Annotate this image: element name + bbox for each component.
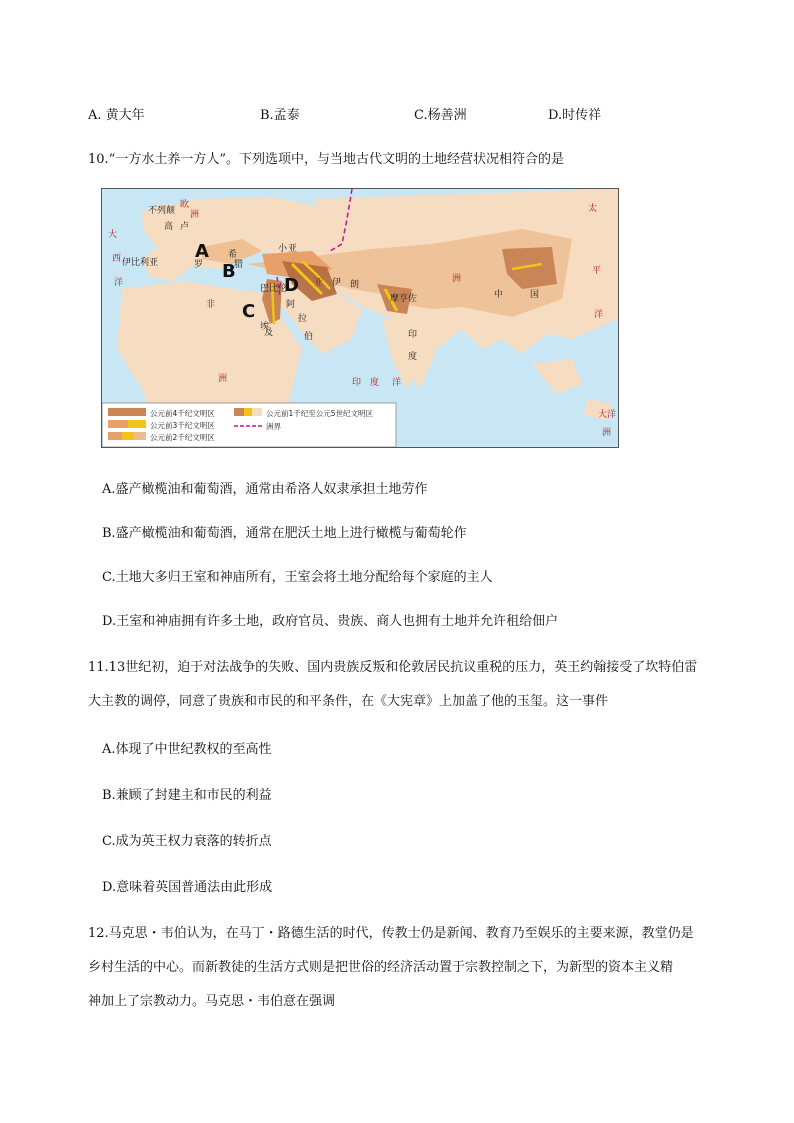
map-region-label: 埃 (260, 322, 270, 332)
option-b[interactable]: B.孟泰 (260, 108, 300, 123)
map-region-label: 印 (352, 378, 362, 388)
marker-a: A (195, 241, 209, 262)
map-region-label: 罗 (194, 260, 204, 270)
map-region-label: 太 (588, 204, 598, 214)
map-region-label: 度 (408, 352, 418, 362)
map-region-label: 非 (206, 300, 216, 310)
marker-b: B (222, 261, 236, 282)
legend-label-border: 洲界 (266, 422, 281, 431)
map-region-label: 不列颠 (148, 206, 176, 216)
map-region-label: 腊 (234, 260, 244, 270)
map-region-label: 平 (592, 266, 602, 276)
map-region-label: 洲 (452, 274, 462, 284)
q10-option-d[interactable]: D.王室和神庙拥有许多土地，政府官员、贵族、商人也拥有土地并允许租给佃户 (102, 614, 559, 629)
map-region-label: 洲 (190, 210, 200, 220)
map-region-label: 中 (494, 290, 504, 300)
map-region-label: 洋 (114, 278, 124, 288)
map-region-label: 洋 (594, 310, 604, 320)
map-region-label: 伊比利亚 (122, 258, 159, 268)
map-region-label: 高 (164, 222, 174, 232)
question-12-stem-line-1: 12.马克思・韦伯认为，在马丁・路德生活的时代，传教士仍是新闻、教育乃至娱乐的主要来源，教堂仍是 (88, 926, 694, 941)
map-region-label: 亚 (314, 278, 324, 288)
map-region-label: 阿 (286, 300, 296, 310)
legend-swatch-3rd-millennium (128, 420, 146, 428)
map-region-label: 大 (108, 230, 118, 240)
map-region-label: 度 (370, 378, 380, 388)
map-graphic (102, 189, 618, 447)
map-legend (102, 403, 396, 447)
legend-swatch-2nd-millennium (134, 432, 146, 440)
map-region-label: 拉 (298, 314, 308, 324)
map-region-label: 亚 (288, 244, 298, 254)
question-12-stem-line-3: 神加上了宗教动力。马克思・韦伯意在强调 (88, 994, 336, 1009)
question-11-stem-line-2: 大主教的调停，同意了贵族和市民的和平条件，在《大宪章》上加盖了他的玉玺。这一事件 (88, 694, 609, 709)
legend-label-3rd-millennium: 公元前3千纪文明区 (150, 421, 215, 430)
legend-label-2nd-millennium: 公元前2千纪文明区 (150, 433, 215, 442)
q10-option-b[interactable]: B.盛产橄榄油和葡萄酒，通常在肥沃土地上进行橄榄与葡萄轮作 (102, 526, 467, 541)
map-region-label: 洋 (392, 378, 402, 388)
question-11-stem-line-1: 11.13世纪初，迫于对法战争的失败、国内贵族反叛和伦敦居民抗议重税的压力，英王约翰接受了坎特伯雷 (88, 660, 698, 675)
map-region-label: 伊 (332, 278, 342, 288)
map-region-label: 西 (112, 254, 122, 264)
q11-option-c[interactable]: C.成为英王权力衰落的转折点 (102, 834, 272, 849)
map-region-label: 希 (228, 250, 238, 260)
option-c[interactable]: C.杨善洲 (414, 108, 467, 123)
map-region-label: 伯 (304, 332, 314, 342)
marker-d: D (284, 275, 299, 296)
map-region-label: 大洋 (598, 410, 617, 420)
option-d[interactable]: D.时传祥 (548, 108, 602, 123)
map-region-label: 洲 (218, 374, 228, 384)
map-region-label: 国 (530, 290, 540, 300)
ancient-civilization-map (101, 188, 619, 448)
legend-label-1st-millennium: 公元前1千纪至公元5世纪文明区 (266, 409, 374, 418)
q11-option-a[interactable]: A.体现了中世纪教权的至高性 (102, 742, 272, 757)
map-region-label: 巴比伦 (260, 284, 288, 294)
legend-swatch-1st-millennium (252, 408, 262, 416)
map-region-label: 印 (408, 330, 418, 340)
q11-option-b[interactable]: B.兼顾了封建主和市民的利益 (102, 788, 272, 803)
legend-label-4th-millennium: 公元前4千纪文明区 (150, 409, 215, 418)
legend-swatch-4th-millennium (108, 408, 146, 416)
map-region-label: 朗 (350, 280, 360, 290)
previous-question-options (88, 104, 708, 122)
map-region-label: 及 (264, 328, 274, 338)
q11-option-d[interactable]: D.意味着英国普通法由此形成 (102, 880, 273, 895)
marker-c: C (242, 301, 256, 322)
map-region-label: 摩亨佐 (390, 294, 418, 304)
question-10-stem: 10.“一方水土养一方人”。下列选项中，与当地古代文明的土地经营状况相符合的是 (88, 152, 564, 167)
map-region-label: 小 (278, 244, 288, 254)
map-region-label: 洲 (602, 428, 612, 438)
map-region-label: 卢 (180, 222, 190, 232)
q10-option-a[interactable]: A.盛产橄榄油和葡萄酒，通常由希洛人奴隶承担土地劳作 (102, 482, 428, 497)
question-12-stem-line-2: 乡村生活的中心。而新教徒的生活方式则是把世俗的经济活动置于宗教控制之下，为新型的资本主义精 (88, 960, 674, 975)
q10-option-c[interactable]: C.土地大多归王室和神庙所有，王室会将土地分配给每个家庭的主人 (102, 570, 493, 585)
option-a[interactable]: A. 黄大年 (88, 108, 145, 123)
map-region-label: 欧 (180, 200, 190, 210)
